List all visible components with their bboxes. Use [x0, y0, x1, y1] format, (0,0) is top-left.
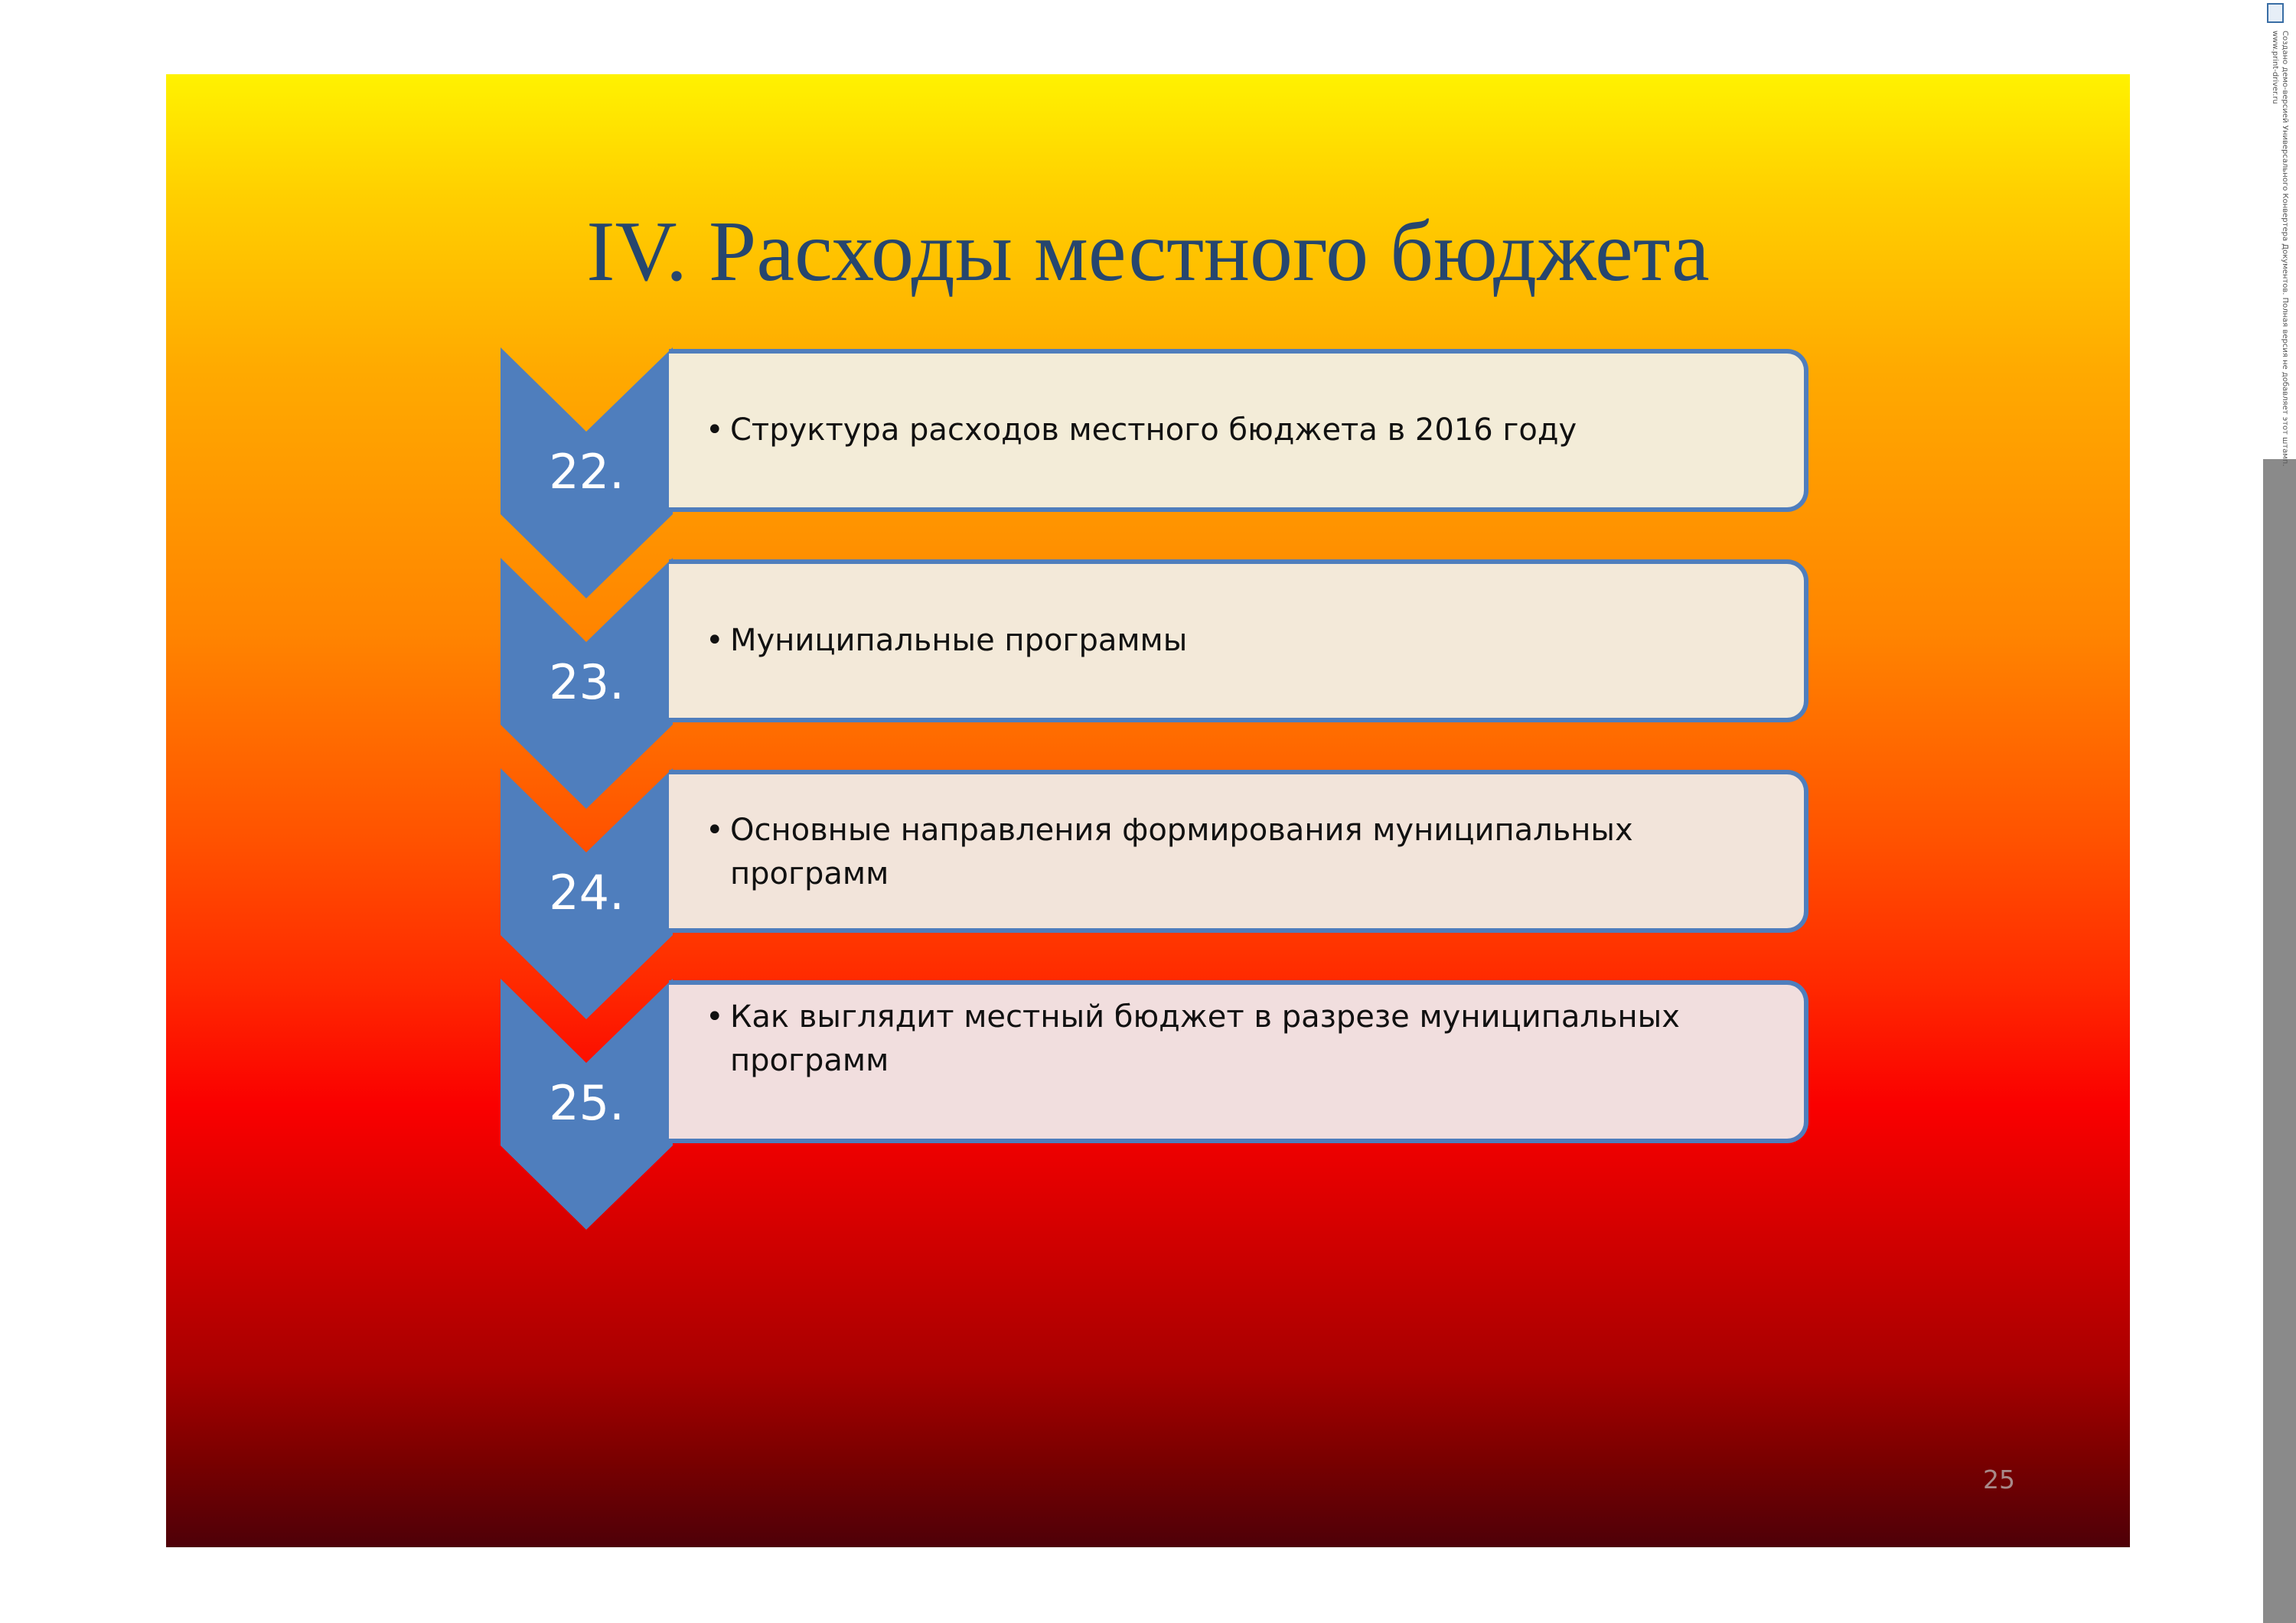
bullet: •	[706, 813, 724, 848]
step-text	[706, 996, 1786, 1083]
step-label: Муниципальные программы	[730, 623, 1188, 658]
document-icon	[2267, 3, 2284, 23]
step-number: 24.	[549, 865, 625, 921]
page-number: 25	[1983, 1465, 2015, 1494]
step-box	[669, 349, 1808, 512]
bullet: •	[706, 999, 724, 1035]
step-item	[501, 979, 1809, 1230]
bullet: •	[706, 623, 724, 658]
step-label: Структура расходов местного бюджета в 2016 году	[730, 412, 1577, 448]
slide	[166, 74, 2130, 1547]
step-text	[706, 619, 1786, 663]
step-box	[669, 770, 1808, 933]
step-number: 23.	[549, 654, 625, 710]
step-box	[669, 980, 1808, 1143]
watermark-line-2: www.print-driver.ru	[2271, 31, 2279, 105]
step-label: Как выглядит местный бюджет в разрезе муниципальных программ	[730, 999, 1680, 1078]
step-number: 22.	[549, 444, 625, 500]
watermark-line-1: Создано демо-версией Универсального Конвертера Документов. Полная версия не добавляет этот штамп.	[2281, 31, 2289, 467]
step-text	[706, 809, 1786, 896]
steps-list	[501, 347, 1809, 1319]
watermark-text	[2270, 31, 2290, 467]
step-number: 25.	[549, 1075, 625, 1131]
bullet: •	[706, 412, 724, 448]
step-box	[669, 559, 1808, 722]
slide-title: IV. Расходы местного бюджета	[586, 204, 1710, 299]
step-label: Основные направления формирования муниципальных программ	[730, 813, 1633, 891]
step-text	[706, 409, 1786, 452]
